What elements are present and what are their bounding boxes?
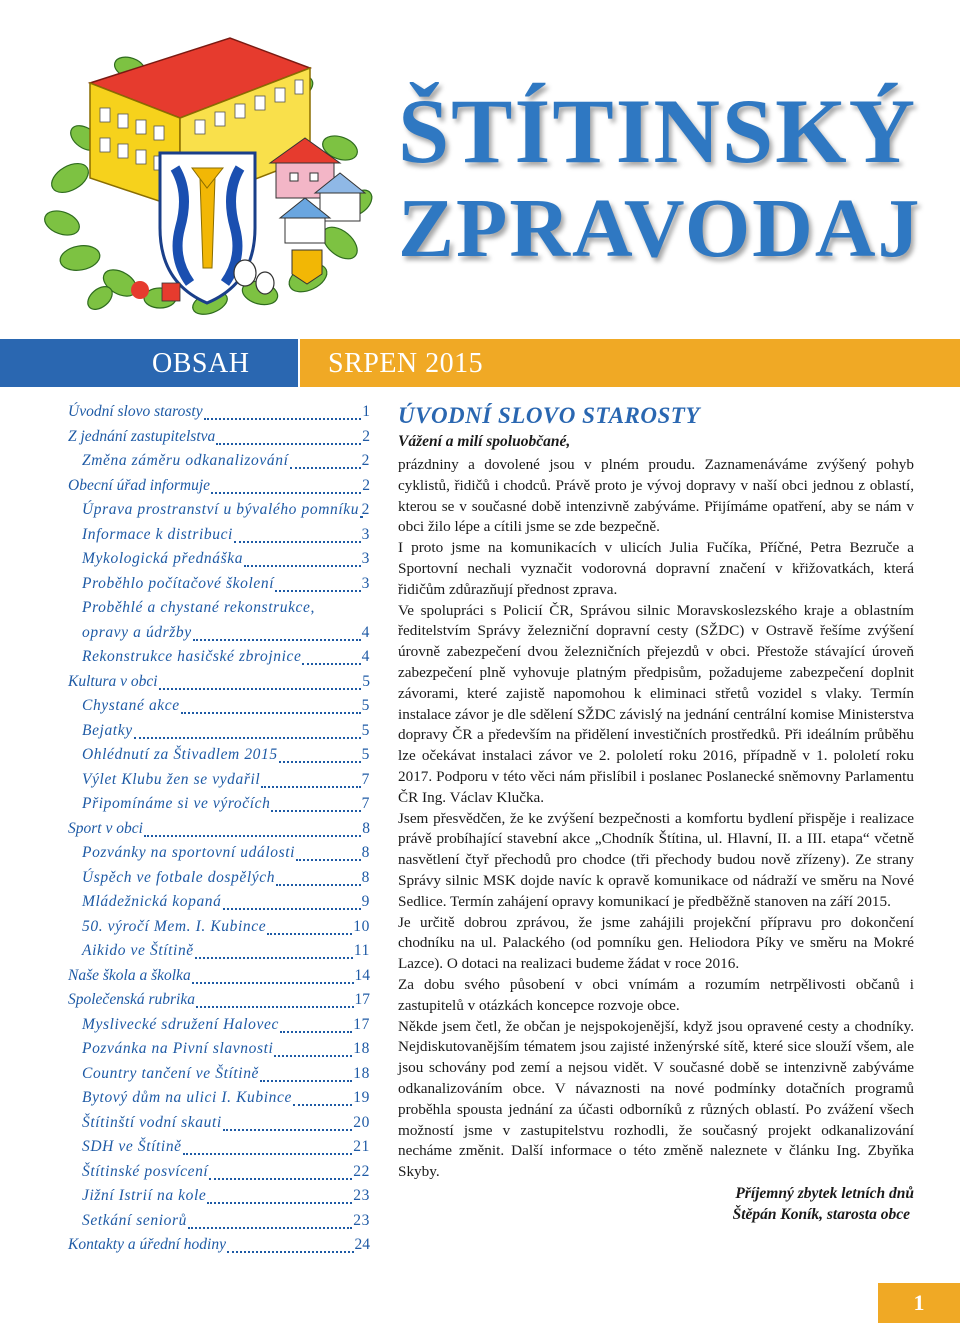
toc-leader-dots [196, 1006, 354, 1008]
toc-entry[interactable] [68, 1065, 370, 1090]
toc-leader-dots [159, 688, 362, 690]
toc-entry-page: 19 [353, 1089, 370, 1106]
toc-entry-page: 22 [353, 1162, 370, 1180]
toc-entry-label: Ohlédnutí za Štivadlem 2015 [82, 746, 278, 763]
article-greeting: Vážení a milí spoluobčané, [398, 433, 571, 450]
toc-entry[interactable] [68, 1138, 370, 1163]
toc-entry-page: 4 [361, 623, 370, 641]
toc-entry-label: Rekonstrukce hasičské zbrojnice [82, 648, 302, 665]
toc-entry-page: 2 [361, 452, 370, 469]
toc-leader-dots [227, 1251, 354, 1253]
toc-leader-dots [211, 492, 361, 494]
toc-leader-dots [280, 1031, 352, 1033]
toc-leader-dots [296, 859, 361, 861]
article-paragraph: Je určitě dobrou zprávou, že jsme zahájili projekční přípravu pro dokončení chodníku na ul. Palackého (od pomníku gen. Heliodora Píky ve směru na Mokré Lazce). O dotaci na realizaci budeme žádat v roce 2016. [398, 913, 914, 973]
toc-entry-label: Aikido ve Štítině [82, 942, 194, 959]
toc-entry[interactable] [68, 967, 370, 992]
article-title: ÚVODNÍ SLOVO STAROSTY [398, 403, 700, 428]
toc-entry-label: Připomínáme si ve výročích [82, 795, 271, 812]
toc-entry-page: 7 [361, 795, 370, 812]
toc-leader-dots [360, 516, 361, 518]
toc-entry-page: 23 [353, 1187, 370, 1204]
toc-entry-page: 14 [354, 966, 370, 984]
toc-entry-page: 3 [361, 574, 370, 592]
toc-entry-page: 24 [354, 1236, 370, 1253]
toc-entry-page: 2 [361, 501, 370, 518]
toc-entry-label: Sport v obci [68, 819, 143, 837]
toc-entry-label: Úvodní slovo starosty [68, 403, 203, 420]
toc-entry-label: Naše škola a školka [68, 966, 191, 984]
toc-entry-label: Bejatky [82, 721, 133, 739]
toc-entry-page: 5 [362, 672, 370, 690]
toc-entry-label: Jižní Istrií na kole [82, 1187, 207, 1204]
toc-leader-dots [134, 737, 361, 739]
toc-entry[interactable] [68, 1016, 370, 1041]
toc-leader-dots [274, 1055, 352, 1057]
toc-entry[interactable] [68, 1163, 370, 1188]
contents-label: OBSAH [152, 348, 250, 379]
toc-entry-page: 18 [353, 1040, 370, 1057]
toc-entry[interactable] [68, 795, 370, 820]
toc-entry[interactable] [68, 1089, 370, 1114]
toc-entry-page: 18 [353, 1064, 370, 1082]
editorial-article [398, 403, 914, 1225]
toc-entry[interactable] [68, 746, 370, 771]
toc-entry-page: 9 [361, 893, 370, 910]
toc-leader-dots [293, 1104, 352, 1106]
toc-leader-dots [216, 443, 361, 445]
toc-leader-dots [261, 786, 360, 788]
article-paragraph: Za dobu svého působení v obci vnímám a rozumím netrpělivosti občanů i zastupitelů v otázkách koncepce rozvoje obce. [398, 975, 914, 1014]
toc-entry-label: Proběhlé a chystané rekonstrukce, [82, 599, 315, 616]
toc-entry[interactable] [68, 1114, 370, 1139]
toc-entry-label: Z jednání zastupitelstva [68, 427, 216, 445]
toc-leader-dots [209, 1178, 352, 1180]
article-paragraph: Někde jsem četl, že občan je nejspokojenější, když jsou opravené cesty a chodníky. Nejdiskutovanějším tématem jsou zajisté inženýrské sítě, které sice slouží všem, ale jsou schovány pod zemí a nejsou vidět. V současné době se intenzivně zabýváme odkanalizováním obce. V návaznosti na nové podmínky dotačních programů proběhla spousta jednání za účasti odborníků z různých oblastí. Po zvážení všech možností jsme v zastupitelstvu rozhodli, že současný projekt odkanalizování necháme změnit. Další informace o této změně naleznete v článku Ing. Zbyňka Skyby. [398, 1017, 914, 1181]
signature-line: Štěpán Koník, starosta obce [732, 1205, 910, 1223]
toc-entry-label: SDH ve Štítině [82, 1138, 182, 1155]
masthead-title-line1: ŠTÍTINSKÝ [398, 80, 918, 182]
issue-label: SRPEN 2015 [328, 348, 484, 379]
toc-entry-page: 10 [353, 917, 370, 935]
page-number: 1 [878, 1283, 960, 1323]
toc-entry[interactable] [68, 526, 370, 551]
toc-entry-label-cont: opravy a údržby [82, 623, 192, 641]
toc-entry-label: Obecní úřad informuje [68, 476, 211, 494]
contents-header [0, 339, 298, 387]
toc-entry-page: 3 [361, 550, 370, 567]
toc-leader-dots [195, 957, 353, 959]
toc-entry[interactable] [68, 844, 370, 869]
toc-entry[interactable] [68, 918, 370, 943]
toc-entry-label: Country tančení ve Štítině [82, 1064, 260, 1082]
toc-entry-page: 5 [361, 746, 370, 763]
toc-entry[interactable] [68, 942, 370, 967]
article-paragraph: Jsem přesvědčen, že ke zvýšení bezpečnosti a komfortu bydlení přispěje i realizace právě probíhající stavební akce „Chodník Štítina, ul. Hlavní, II. a III. etapa“ včetně nasvětlení čtyř přechodů pro chodce (tři přechody budou nově zřízeny). Ze strany Správy silnic MSK dojde navíc k opravě komunikace od nádraží ve směru na Nové Sedlice. Termín zahájení opravy komunikací je předběžně stanoven na září 2015. [398, 809, 914, 910]
toc-leader-dots [207, 1202, 352, 1204]
toc-entry-page: 2 [362, 427, 370, 445]
toc-entry[interactable] [68, 771, 370, 796]
toc-entry-page: 20 [353, 1113, 370, 1131]
toc-entry-label: Štítinské posvícení [82, 1162, 209, 1180]
toc-leader-dots [275, 590, 361, 592]
toc-entry[interactable] [68, 991, 370, 1016]
toc-entry-label: Myslivecké sdružení Halovec [82, 1015, 279, 1033]
toc-entry-label: Kontakty a úřední hodiny [68, 1236, 226, 1253]
article-paragraph: prázdniny a dovolené jsou v plném proudu. Zaznamenáváme zvýšený pohyb cyklistů, řidičů i chodců. Právě proto je vývoj dopravy v naší obci jednou z oblastí, kterou se v současné době intenzivně zabýváme. Přijímáme opatření, aby se nám v obci žilo lépe a cítili jsme se zde bezpečně. [398, 456, 914, 536]
toc-entry[interactable] [68, 869, 370, 894]
toc-entry-page: 4 [361, 648, 370, 665]
toc-entry-label: Výlet Klubu žen se vydařil [82, 770, 261, 788]
toc-entry-label: Úspěch ve fotbale dospělých [82, 868, 276, 886]
toc-leader-dots [302, 663, 360, 665]
toc-entry-label: 50. výročí Mem. I. Kubince [82, 917, 267, 935]
toc-leader-dots [279, 761, 361, 763]
toc-entry-page: 5 [361, 721, 370, 739]
toc-entry-label: Mykologická přednáška [82, 550, 244, 567]
toc-entry-page: 7 [361, 770, 370, 788]
toc-entry-label: Pozvánky na sportovní události [82, 844, 296, 861]
toc-entry-page: 3 [361, 525, 370, 543]
toc-leader-dots [271, 810, 360, 812]
toc-entry[interactable] [68, 1236, 370, 1261]
toc-entry[interactable] [68, 697, 370, 722]
toc-entry[interactable] [68, 477, 370, 502]
toc-entry[interactable] [68, 550, 370, 575]
toc-entry-label: Změna záměru odkanalizování [82, 452, 289, 469]
issue-header [300, 339, 960, 387]
toc-leader-dots [223, 908, 361, 910]
toc-entry[interactable] [68, 820, 370, 845]
toc-leader-dots [244, 565, 361, 567]
toc-entry[interactable] [68, 575, 370, 600]
toc-entry[interactable] [68, 599, 370, 648]
toc-entry-page: 17 [354, 991, 370, 1008]
toc-entry-label: Kultura v obci [68, 672, 158, 690]
toc-entry[interactable] [68, 722, 370, 747]
toc-leader-dots [276, 884, 361, 886]
article-signature-block [398, 1183, 914, 1225]
toc-leader-dots [290, 467, 361, 469]
toc-entry-page: 23 [353, 1211, 370, 1229]
toc-leader-dots [267, 933, 352, 935]
toc-leader-dots [234, 541, 361, 543]
toc-entry-label: Bytový dům na ulici I. Kubince [82, 1089, 292, 1106]
toc-leader-dots [144, 835, 361, 837]
toc-entry-label: Informace k distribuci [82, 525, 233, 543]
toc-leader-dots [260, 1080, 352, 1082]
section-band [0, 339, 960, 387]
toc-entry-page: 8 [361, 844, 370, 861]
toc-entry-page: 8 [362, 819, 370, 837]
table-of-contents [68, 403, 370, 1261]
toc-entry-page: 11 [353, 942, 370, 959]
toc-leader-dots [181, 712, 361, 714]
toc-entry[interactable] [68, 1040, 370, 1065]
toc-entry-page: 2 [362, 476, 370, 494]
article-body [398, 455, 914, 1183]
toc-entry[interactable] [68, 893, 370, 918]
toc-leader-dots [193, 639, 361, 641]
toc-entry-label: Pozvánka na Pivní slavnosti [82, 1040, 274, 1057]
toc-entry[interactable] [68, 428, 370, 453]
toc-entry[interactable] [68, 1212, 370, 1237]
toc-entry-label: Úprava prostranství u bývalého pomníku [82, 501, 360, 518]
toc-leader-dots [204, 418, 362, 420]
toc-entry-page: 21 [353, 1138, 370, 1155]
toc-entry-label: Společenská rubrika [68, 991, 195, 1008]
toc-entry[interactable] [68, 403, 370, 428]
closing-line: Příjemný zbytek letních dnů [735, 1184, 914, 1202]
toc-entry-page: 5 [361, 697, 370, 714]
toc-entry[interactable] [68, 501, 370, 526]
article-paragraph: Ve spolupráci s Policií ČR, Správou silnic Moravskoslezského kraje a oblastním ředitelstvím Správy železniční dopravní cesty (SŽDC) v Ostravě řešíme zvýšení úrovně zabezpečení dvou železničních přejezdů v obci. Přestože stávající úroveň zabezpečení plně vyhovuje platným předpisům, požadujeme zabezpečení doplnit závorami, které zajistě napomohou k eliminaci střetů vozidel s vlaky. Termín instalace závor je dle sdělení SŽDC závislý na jednání centrální komise Ministerstva dopravy ČR a především na přidělení investičních prostředků. Při ideálním průběhu lze očekávat instalaci závor ve 2. pololetí roku 2016, případně v 1. pololetí roku 2017. Podporu v této věci nám přislíbil i poslanec Poslanecké sněmovny Parlamentu ČR Ing. Václav Klučka. [398, 601, 914, 806]
toc-leader-dots [192, 982, 354, 984]
toc-entry[interactable] [68, 1187, 370, 1212]
toc-entry-page: 1 [362, 403, 370, 420]
toc-entry-label: Setkání seniorů [82, 1211, 187, 1229]
article-paragraph: I proto jsme na komunikacích v ulicích Julia Fučíka, Příčné, Petra Bezruče a Sportovní nechali vyznačit vodorovná dopravní značení v křižovatkách, která řidičům zdůrazňují přednost zprava. [398, 539, 914, 598]
village-emblem-illustration [40, 28, 375, 328]
masthead-title-line2: ZPRAVODAJ [398, 182, 922, 275]
toc-entry-page: 8 [361, 868, 370, 886]
toc-leader-dots [223, 1129, 353, 1131]
toc-entry-label: Chystané akce [82, 697, 180, 714]
toc-leader-dots [183, 1153, 353, 1155]
toc-entry-label: Štítinští vodní skauti [82, 1113, 222, 1131]
toc-entry-label: Proběhlo počítačové školení [82, 574, 275, 592]
toc-entry[interactable] [68, 648, 370, 673]
toc-entry-label: Mládežnická kopaná [82, 893, 222, 910]
toc-entry[interactable] [68, 452, 370, 477]
toc-entry[interactable] [68, 673, 370, 698]
toc-leader-dots [188, 1227, 352, 1229]
toc-entry-page: 17 [353, 1015, 370, 1033]
